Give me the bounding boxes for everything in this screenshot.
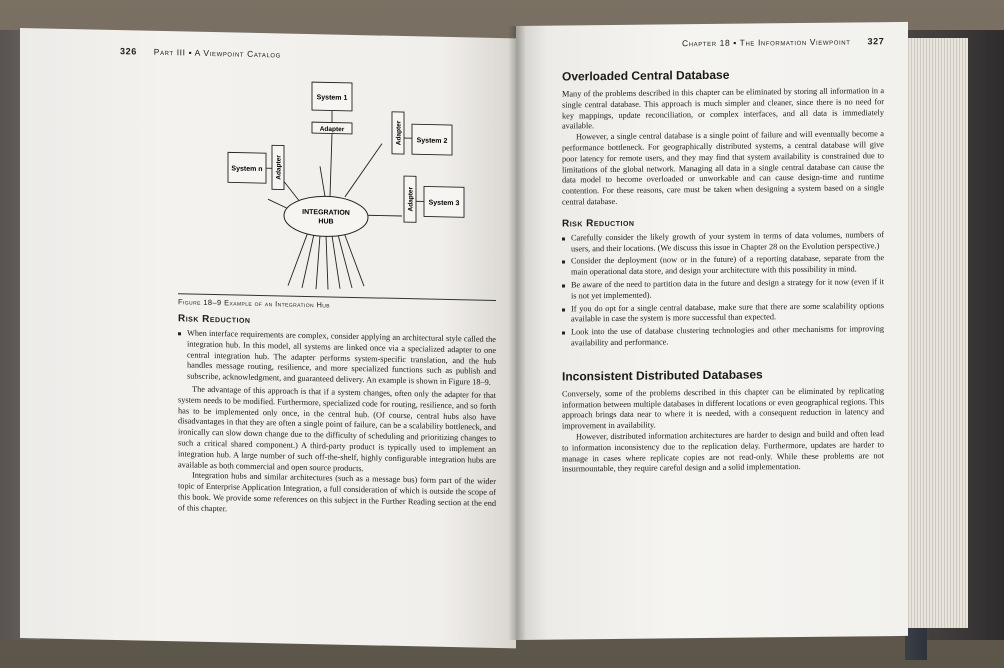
right-page-number: 327: [867, 36, 885, 47]
section2-body: [562, 386, 884, 476]
bullet-square-icon: [562, 284, 565, 287]
systemn-label: System n: [231, 165, 263, 174]
left-running-head-text: Part III ▪ A Viewpoint Catalog: [153, 46, 281, 60]
integration-hub-diagram: [130, 70, 490, 308]
right-bullet: [562, 324, 884, 349]
left-page-number: 326: [120, 46, 137, 57]
right-page: [516, 22, 908, 640]
right-risk-heading: Risk Reduction: [562, 217, 635, 230]
right-bullet: [562, 277, 884, 302]
left-page: [20, 28, 516, 648]
adapter2-label: Adapter: [395, 120, 403, 146]
book-gutter-shadow: [508, 26, 526, 640]
hub-label-line2: HUB: [318, 218, 334, 226]
right-bullet: [562, 254, 884, 279]
integration-hub-figure: [130, 70, 490, 308]
right-bullet-text: Be aware of the need to partition data in the future and design a strategy for it now (even if it is not yet implemented).: [571, 277, 884, 301]
section-title-overloaded: Overloaded Central Database: [562, 67, 730, 84]
section1-body: [562, 86, 884, 208]
system1-label: System 1: [316, 94, 348, 102]
adapter1-label: Adapter: [319, 125, 345, 134]
left-bullet: [178, 328, 496, 389]
right-running-head: [682, 36, 884, 48]
right-bullet-text: Carefully consider the likely growth of your system in terms of data volumes, numbers of users, and their locations. (We discuss this issue in Chapter 28 on the Evolution perspective.): [571, 229, 884, 253]
section2-paragraph-2: However, distributed information architectures are harder to design and build and often lead to information inconsistency due to the replication delay. Furthermore, updates are harder to manage in cases where replicate copies are not read-only. While these problems are not insurmountable, they require careful design and a solid implementation.: [562, 429, 884, 474]
left-bullet-text: When interface requirements are complex, consider applying an architectural style called the integration hub. In this model, all systems are linked once via a specialized adapter to one central integration hub. The adapter performs system-specific translation, and the hub handles message routing, resilience, and more specialized functions such as publish and subscribe, acknowledgment, and guaranteed delivery. An example is shown in Figure 18–9.: [187, 328, 496, 388]
left-text-column: [178, 313, 496, 520]
left-risk-heading: Risk Reduction: [178, 313, 251, 326]
figure-caption: Figure 18–9 Example of an Integration Hub: [178, 293, 496, 313]
right-bullet: [562, 301, 884, 326]
right-bullet-text: If you do opt for a single central database, make sure that there are some scalability options available in case the system is more successful than expected.: [571, 300, 884, 324]
left-paragraph-1: The advantage of this approach is that if a system changes, often only the adapter for that system needs to be modified. Furthermore, specialized code for routing, resilience, and so forth has to be implemented only once, in the central hub. (Of course, central hubs also have disadvantages in that they are often a single point of failure, can be a scalability bottleneck, and ironically can slow down change due to the difficulty of scheduling and prioritizing changes to such a critical shared component.) A third-party product is typically used to implement an integration hub. A large number of such off-the-shelf, highly configurable integration hubs are available as both commercial and open source products.: [178, 384, 496, 473]
section2-paragraph-1: Conversely, some of the problems described in this chapter can be eliminated by replicating information between multiple databases in different locations or even geographical regions. This approach brings data near to where it is needed, with a consequent reduction in latency and improvement in availability.: [562, 385, 884, 431]
bullet-square-icon: [562, 332, 565, 335]
right-bullet-text: Consider the deployment (now or in the future) of a reporting database, separate from the main operational data store, and design your architecture with this possibility in mind.: [571, 253, 884, 277]
bullet-square-icon: [562, 261, 565, 264]
hub-label-line1: INTEGRATION: [302, 208, 350, 217]
bullet-square-icon: [178, 332, 181, 335]
right-running-head-text: Chapter 18 ▪ The Information Viewpoint: [682, 36, 851, 49]
page-stack-edges: [906, 38, 968, 628]
section1-paragraph-2: However, a single central database is a single point of failure and will eventually become a performance bottleneck. For geographically distributed systems, a central database will give poor latency for remote users, and they may find that system availability is constrained due to limitations of the global network. Managing all data in a single central database can cause the data model to become overloaded or unworkable and can cause design-time and runtime contention. For these reasons, care must be taken when designing a system based on a single central database.: [562, 129, 884, 207]
right-bullets: [562, 230, 884, 349]
right-text-column: [562, 66, 884, 475]
left-body: [178, 328, 496, 520]
adapter3-label: Adapter: [407, 186, 415, 212]
adaptern-label: Adapter: [275, 155, 283, 180]
system2-label: System 2: [416, 137, 448, 145]
right-bullet-text: Look into the use of database clustering technologies and other mechanisms for improving availability and performance.: [571, 324, 884, 348]
section-title-inconsistent: Inconsistent Distributed Databases: [562, 367, 763, 384]
section1-paragraph-1: Many of the problems described in this chapter can be eliminated by storing all information in a single central database. This approach is much simpler and cleaner, since there is no need for key mappings, update reconciliation, or complex interfaces, and all data is immediately available.: [562, 86, 884, 131]
left-paragraph-2: Integration hubs and similar architectures (such as a message bus) form part of the wider topic of Enterprise Application Integration, a full consideration of which is outside the scope of this book. We provide some references on this subject in the Further Reading section at the end of this chapter.: [178, 470, 496, 514]
system3-label: System 3: [428, 199, 460, 208]
bullet-square-icon: [562, 237, 565, 240]
bullet-square-icon: [562, 308, 565, 311]
right-bullet: [562, 230, 884, 255]
left-running-head: [120, 46, 281, 59]
